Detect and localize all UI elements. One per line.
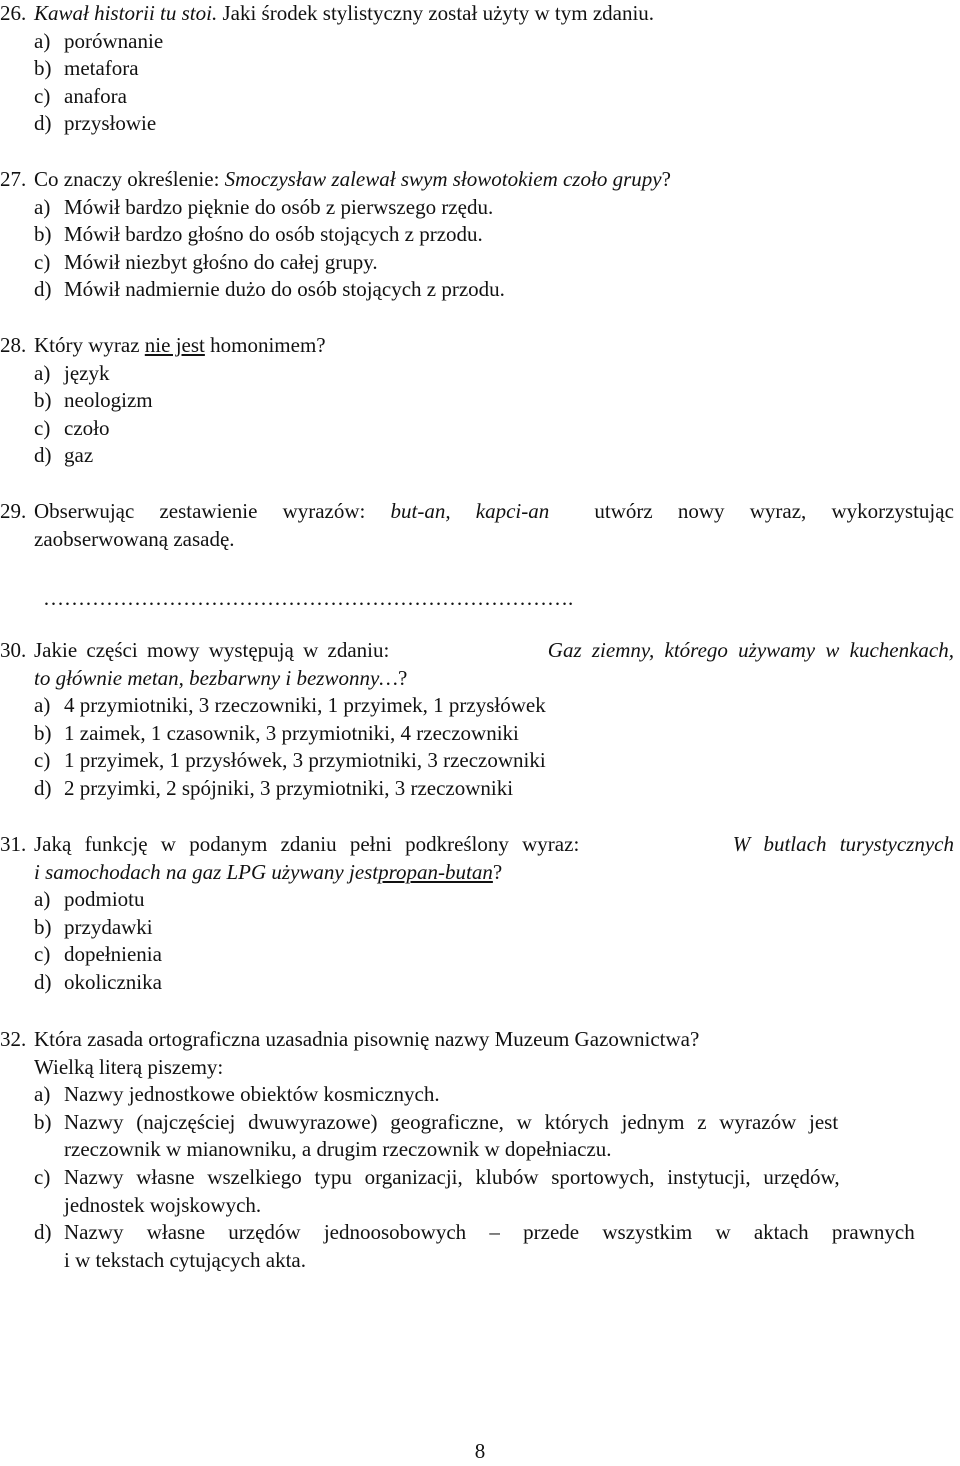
question-number: 32.: [0, 1027, 27, 1051]
stem-word: zestawienie: [159, 499, 258, 523]
stem-word: wykorzystując: [831, 499, 954, 523]
option-text: Nazwy własne wszelkiego typu organizacji, klubów sportowych, instytucji, urzędów,: [64, 1164, 840, 1189]
question-number: 27.: [0, 167, 27, 191]
question-32: [0, 1026, 960, 1274]
option-c: [0, 415, 960, 443]
option-text: 4 przymiotniki, 3 rzeczowniki, 1 przyimek, 1 przysłówek: [64, 693, 546, 718]
question-stem: Która zasada ortograficzna uzasadnia pisownię nazwy Muzeum Gazownictwa?: [34, 1027, 700, 1051]
option-letter: d): [34, 969, 52, 994]
question-stem-italic-line2: i samochodach na gaz LPG używany jest: [34, 859, 379, 884]
option-d: [0, 1219, 960, 1247]
option-text: 2 przyimki, 2 spójniki, 3 przymiotniki, 3 rzeczowniki: [64, 775, 514, 800]
option-c: [0, 941, 960, 969]
option-letter: d): [34, 1220, 52, 1245]
option-a: [0, 1081, 960, 1109]
option-b: [0, 55, 960, 83]
question-stem-line2: zaobserwowaną zasadę.: [34, 526, 235, 551]
option-text: porównanie: [64, 28, 164, 53]
option-d: [0, 276, 960, 304]
option-text-continued: jednostek wojskowych.: [64, 1192, 262, 1217]
option-text: podmiotu: [64, 887, 145, 912]
question-stem-suffix: homonimem?: [204, 333, 326, 357]
option-letter: b): [34, 720, 52, 745]
option-text-continued: i w tekstach cytujących akta.: [64, 1247, 306, 1272]
stem-word: Obserwując: [34, 499, 135, 523]
option-c: [0, 83, 960, 111]
question-stem-underlined: nie jest: [144, 333, 205, 357]
option-c: [0, 747, 960, 775]
question-29: [0, 498, 960, 613]
page-number: 8: [474, 1439, 486, 1463]
option-c: [0, 1164, 960, 1192]
option-letter: a): [34, 360, 51, 385]
option-text: dopełnienia: [64, 942, 162, 967]
question-stem-italic-line2: to głównie metan, bezbarwny i bezwonny…: [34, 665, 398, 690]
option-text: neologizm: [64, 388, 153, 413]
question-28: [0, 332, 960, 470]
question-stem: Jaki środek stylistyczny został użyty w tym zdaniu.: [217, 1, 655, 25]
question-30: [0, 637, 960, 803]
option-d: [0, 775, 960, 803]
option-letter: d): [34, 443, 52, 468]
option-letter: c): [34, 942, 51, 967]
option-d: [0, 442, 960, 470]
question-number: 31.: [0, 832, 27, 856]
stem-word: utwórz: [594, 499, 653, 523]
option-letter: a): [34, 1082, 51, 1107]
stem-word: wyrazów:: [282, 499, 366, 523]
stem-word: wyraz,: [749, 499, 807, 523]
option-a: [0, 194, 960, 222]
question-number: 28.: [0, 333, 27, 357]
option-text: Nazwy (najczęściej dwuwyrazowe) geograficzne, w których jednym z wyrazów jest: [64, 1109, 839, 1134]
option-b: [0, 720, 960, 748]
question-stem-italic: Kawał historii tu stoi.: [34, 1, 218, 25]
option-c: [0, 249, 960, 277]
option-text: Nazwy własne urzędów jednoosobowych – przede wszystkim w aktach prawnych: [64, 1220, 915, 1245]
option-text: 1 zaimek, 1 czasownik, 3 przymiotniki, 4 rzeczowniki: [64, 720, 519, 745]
option-b: [0, 221, 960, 249]
option-letter: d): [34, 111, 52, 136]
option-text: Mówił bardzo pięknie do osób z pierwszego rzędu.: [64, 194, 494, 219]
option-letter: c): [34, 83, 51, 108]
question-stem-line2: Wielką literą piszemy:: [34, 1054, 224, 1079]
question-stem: Jaką funkcję w podanym zdaniu pełni podkreślony wyraz:: [34, 832, 580, 856]
option-letter: a): [34, 28, 51, 53]
option-text: anafora: [64, 83, 127, 108]
option-text: okolicznika: [64, 969, 162, 994]
option-text: czoło: [64, 415, 110, 440]
option-letter: c): [34, 415, 51, 440]
question-stem-italic: W butlach turystycznych: [732, 832, 954, 856]
option-b: [0, 387, 960, 415]
option-d: [0, 110, 960, 138]
option-text-continued: rzeczownik w mianowniku, a drugim rzeczownik w dopełniaczu.: [64, 1137, 612, 1162]
question-31: [0, 831, 960, 997]
option-letter: d): [34, 277, 52, 302]
question-stem-suffix: ?: [492, 859, 503, 884]
question-number: 30.: [0, 638, 27, 662]
option-letter: b): [34, 1109, 52, 1134]
option-letter: d): [34, 775, 52, 800]
stem-word: nowy: [677, 499, 725, 523]
option-b: [0, 1109, 960, 1137]
option-letter: b): [34, 388, 52, 413]
option-text: Mówił bardzo głośno do osób stojących z przodu.: [64, 222, 483, 247]
option-text: gaz: [64, 443, 94, 468]
question-number: 29.: [0, 499, 27, 523]
question-stem: Który wyraz: [34, 333, 145, 357]
option-b: [0, 914, 960, 942]
question-26: [0, 0, 960, 138]
option-letter: a): [34, 693, 51, 718]
option-text: przysłowie: [64, 111, 157, 136]
option-a: [0, 692, 960, 720]
option-letter: c): [34, 748, 51, 773]
question-stem: Jakie części mowy występują w zdaniu:: [34, 638, 390, 662]
option-text: Nazwy jednostkowe obiektów kosmicznych.: [64, 1082, 440, 1107]
option-letter: a): [34, 887, 51, 912]
option-text: Mówił niezbyt głośno do całej grupy.: [64, 249, 378, 274]
stem-word-italic: but-an,: [390, 499, 451, 523]
option-letter: c): [34, 249, 51, 274]
option-text: Mówił nadmiernie dużo do osób stojących z przodu.: [64, 277, 505, 302]
option-a: [0, 28, 960, 56]
question-stem-italic: Smoczysław zalewał swym słowotokiem czoło grupy: [224, 167, 662, 191]
option-letter: a): [34, 194, 51, 219]
option-a: [0, 360, 960, 388]
option-text: język: [64, 360, 110, 385]
option-d: [0, 969, 960, 997]
question-number: 26.: [0, 1, 27, 25]
question-27: [0, 166, 960, 304]
option-letter: b): [34, 222, 52, 247]
option-text: 1 przyimek, 1 przysłówek, 3 przymiotniki, 3 rzeczowniki: [64, 748, 546, 773]
stem-word-italic: kapci-an: [475, 499, 550, 523]
option-letter: c): [34, 1164, 51, 1189]
underlined-word: propan-butan: [378, 859, 493, 884]
option-text: przydawki: [64, 914, 153, 939]
question-stem-suffix: ?: [397, 665, 408, 690]
answer-blank: ………………………………………………………………….: [43, 586, 574, 611]
option-a: [0, 886, 960, 914]
question-stem: Co znaczy określenie:: [34, 167, 225, 191]
option-text: metafora: [64, 56, 139, 81]
question-stem-suffix: ?: [661, 167, 671, 191]
option-letter: b): [34, 56, 52, 81]
option-letter: b): [34, 914, 52, 939]
question-stem-italic: Gaz ziemny, którego używamy w kuchenkach,: [547, 638, 954, 662]
